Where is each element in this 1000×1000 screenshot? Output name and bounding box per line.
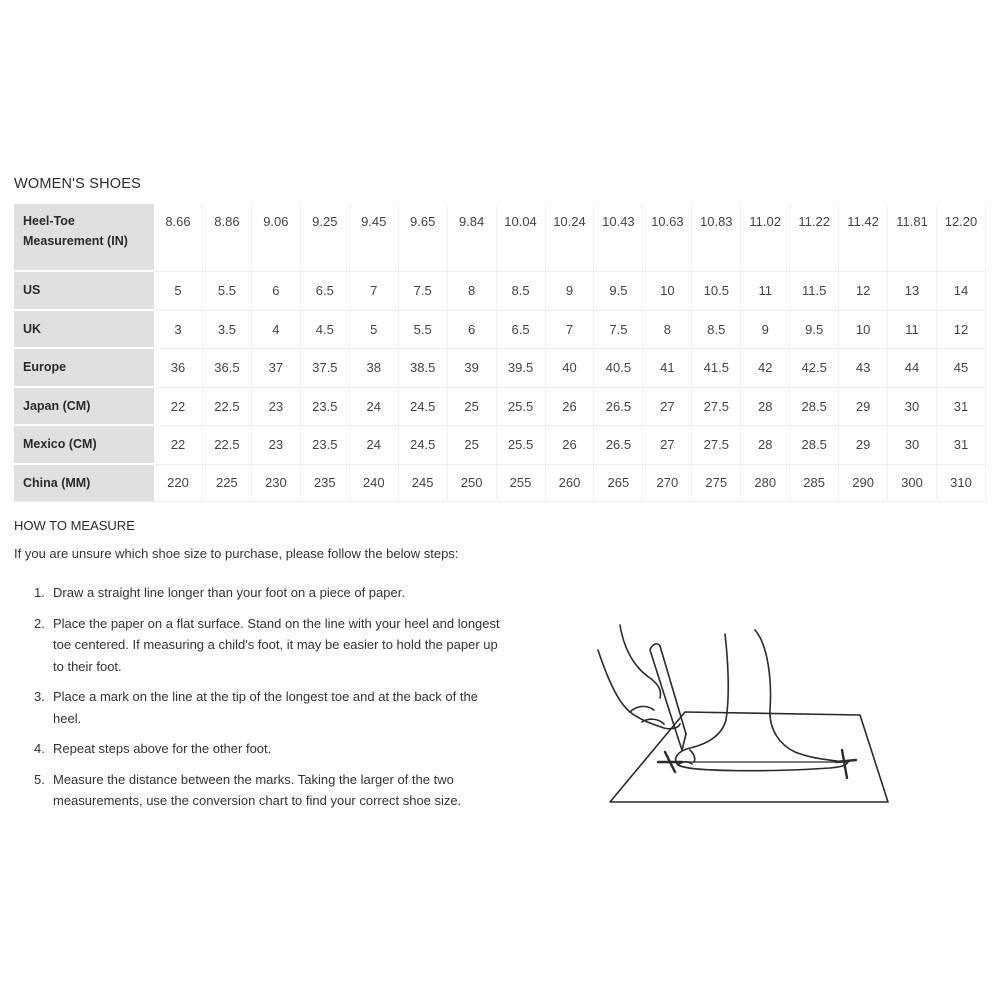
table-cell: 10 [839,311,888,350]
table-cell: 36.5 [203,349,252,388]
row-header: Japan (CM) [14,388,154,427]
table-cell: 42.5 [790,349,839,388]
table-cell: 310 [937,465,986,503]
table-cell: 6 [252,272,301,311]
table-cell: 6.5 [301,272,350,311]
table-cell: 26.5 [594,426,643,465]
table-cell: 8.86 [203,204,252,272]
table-cell: 7 [350,272,399,311]
table-cell: 9 [546,272,595,311]
table-cell: 37 [252,349,301,388]
list-item [34,582,504,604]
table-cell: 245 [399,465,448,503]
step-number: 3. [34,689,45,704]
table-row [14,388,986,427]
row-header: Mexico (CM) [14,426,154,465]
table-cell: 230 [252,465,301,503]
table-cell: 7 [546,311,595,350]
table-cell: 22 [154,388,203,427]
measure-steps-list [34,582,504,821]
table-cell: 36 [154,349,203,388]
table-cell: 4.5 [301,311,350,350]
table-cell: 11.02 [741,204,790,272]
table-cell: 26 [546,388,595,427]
table-cell: 265 [594,465,643,503]
table-cell: 24.5 [399,426,448,465]
row-header-line: Heel-Toe [23,214,75,228]
table-cell: 4 [252,311,301,350]
table-cell: 25 [448,426,497,465]
table-cell: 28.5 [790,426,839,465]
list-item [34,738,504,760]
table-cell: 10.83 [692,204,741,272]
table-cell: 42 [741,349,790,388]
table-cell: 8.5 [497,272,546,311]
row-header: China (MM) [14,465,154,503]
table-cell: 260 [546,465,595,503]
table-cell: 12.20 [937,204,986,272]
list-item [34,613,504,678]
step-text: Draw a straight line longer than your foot on a piece of paper. [53,585,405,600]
list-item [34,686,504,729]
table-cell: 9 [741,311,790,350]
table-cell: 41.5 [692,349,741,388]
table-cell: 30 [888,426,937,465]
table-cell: 29 [839,388,888,427]
table-cell: 28 [741,426,790,465]
how-to-measure-intro: If you are unsure which shoe size to purchase, please follow the below steps: [14,546,459,561]
table-row [14,272,986,311]
table-cell: 27 [643,426,692,465]
row-header-line: Measurement (IN) [23,234,128,248]
row-header [14,204,154,272]
table-cell: 25.5 [497,388,546,427]
table-cell: 8 [448,272,497,311]
table-cell: 7.5 [399,272,448,311]
table-cell: 10 [643,272,692,311]
table-cell: 9.45 [350,204,399,272]
table-cell: 10.43 [594,204,643,272]
table-cell: 44 [888,349,937,388]
table-cell: 240 [350,465,399,503]
how-to-measure-title: HOW TO MEASURE [14,518,135,533]
table-cell: 29 [839,426,888,465]
table-cell: 39 [448,349,497,388]
table-cell: 10.63 [643,204,692,272]
table-cell: 250 [448,465,497,503]
step-text: Measure the distance between the marks. Taking the larger of the two measurements, use the conversion chart to find your correct shoe size. [53,771,462,808]
table-cell: 300 [888,465,937,503]
table-cell: 41 [643,349,692,388]
table-cell: 5 [350,311,399,350]
table-cell: 285 [790,465,839,503]
table-cell: 11.22 [790,204,839,272]
table-cell: 255 [497,465,546,503]
table-cell: 5 [154,272,203,311]
table-cell: 24 [350,426,399,465]
table-cell: 9.06 [252,204,301,272]
table-cell: 10.24 [546,204,595,272]
table-cell: 9.25 [301,204,350,272]
table-cell: 11 [888,311,937,350]
step-number: 4. [34,741,45,756]
table-cell: 6.5 [497,311,546,350]
step-text: Place the paper on a flat surface. Stand on the line with your heel and longest toe centered. If measuring a child's foot, it may be easier to hold the paper up to their foot. [53,615,500,674]
table-cell: 38.5 [399,349,448,388]
table-cell: 23.5 [301,388,350,427]
table-cell: 6 [448,311,497,350]
table-row [14,204,986,272]
page-title: WOMEN'S SHOES [14,176,142,192]
table-cell: 45 [937,349,986,388]
table-cell: 11 [741,272,790,311]
table-row [14,349,986,388]
table-cell: 8.66 [154,204,203,272]
table-cell: 38 [350,349,399,388]
table-cell: 270 [643,465,692,503]
table-cell: 12 [937,311,986,350]
table-cell: 8.5 [692,311,741,350]
list-item [34,769,504,812]
step-number: 2. [34,615,45,631]
table-cell: 10.04 [497,204,546,272]
table-cell: 11.42 [839,204,888,272]
table-row [14,311,986,350]
table-cell: 5.5 [203,272,252,311]
table-cell: 235 [301,465,350,503]
table-cell: 22.5 [203,426,252,465]
table-cell: 25 [448,388,497,427]
table-cell: 26 [546,426,595,465]
table-cell: 12 [839,272,888,311]
table-cell: 7.5 [594,311,643,350]
table-cell: 27 [643,388,692,427]
table-cell: 9.84 [448,204,497,272]
table-cell: 275 [692,465,741,503]
table-cell: 28.5 [790,388,839,427]
table-cell: 26.5 [594,388,643,427]
row-header: US [14,272,154,311]
table-cell: 25.5 [497,426,546,465]
table-cell: 9.65 [399,204,448,272]
foot-measuring-illustration-icon [590,620,900,810]
table-cell: 5.5 [399,311,448,350]
table-cell: 40 [546,349,595,388]
table-row [14,465,986,503]
table-row [14,426,986,465]
table-cell: 23.5 [301,426,350,465]
table-cell: 225 [203,465,252,503]
table-cell: 8 [643,311,692,350]
table-cell: 280 [741,465,790,503]
table-cell: 22 [154,426,203,465]
table-cell: 22.5 [203,388,252,427]
step-number: 5. [34,771,45,787]
table-cell: 37.5 [301,349,350,388]
table-cell: 43 [839,349,888,388]
table-cell: 31 [937,426,986,465]
table-cell: 13 [888,272,937,311]
table-cell: 220 [154,465,203,503]
table-cell: 28 [741,388,790,427]
size-conversion-table [14,204,986,502]
step-text: Place a mark on the line at the tip of the longest toe and at the back of the heel. [53,689,478,726]
table-cell: 11.81 [888,204,937,272]
table-cell: 40.5 [594,349,643,388]
table-cell: 3 [154,311,203,350]
table-cell: 39.5 [497,349,546,388]
table-cell: 14 [937,272,986,311]
table-cell: 24 [350,388,399,427]
table-cell: 27.5 [692,426,741,465]
table-cell: 10.5 [692,272,741,311]
table-cell: 9.5 [594,272,643,311]
row-header: UK [14,311,154,350]
table-cell: 9.5 [790,311,839,350]
step-number: 1. [34,585,45,600]
table-cell: 24.5 [399,388,448,427]
table-cell: 31 [937,388,986,427]
row-header: Europe [14,349,154,388]
step-text: Repeat steps above for the other foot. [53,741,272,756]
table-cell: 290 [839,465,888,503]
table-cell: 11.5 [790,272,839,311]
table-cell: 23 [252,388,301,427]
table-cell: 23 [252,426,301,465]
table-cell: 27.5 [692,388,741,427]
table-cell: 30 [888,388,937,427]
table-cell: 3.5 [203,311,252,350]
